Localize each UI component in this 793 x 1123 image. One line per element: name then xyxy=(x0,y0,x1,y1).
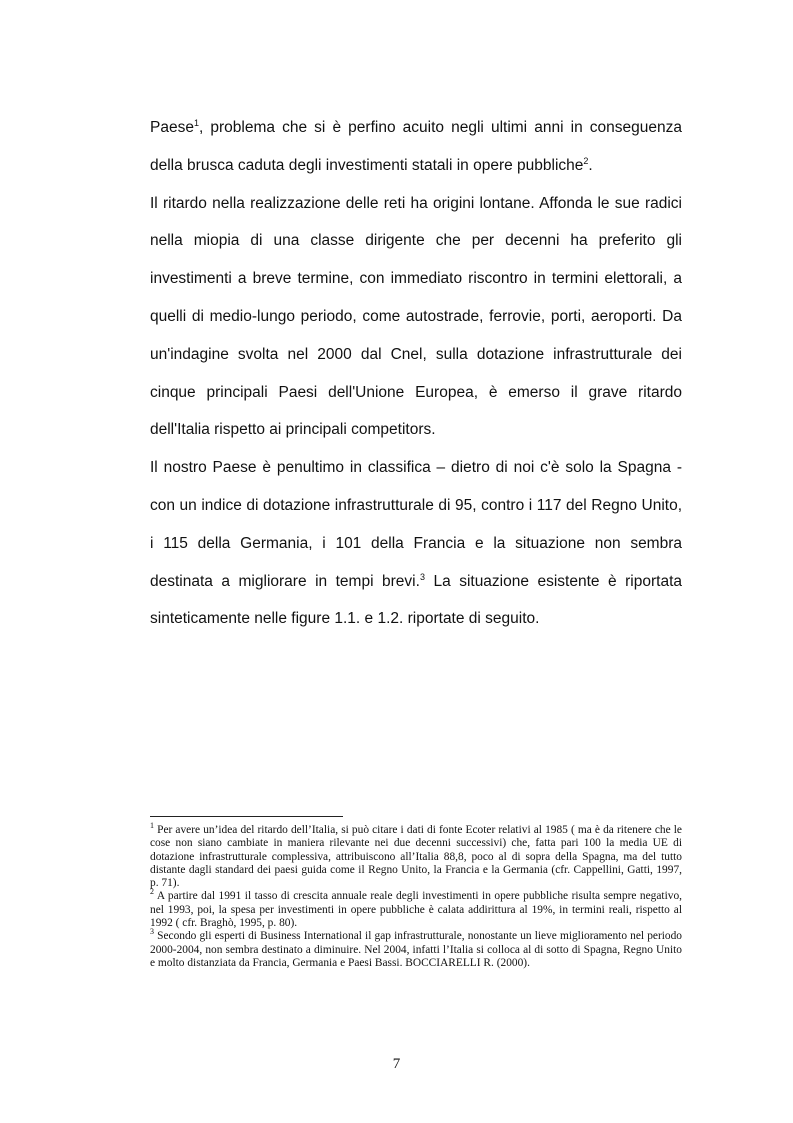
footnote-2 xyxy=(150,887,682,930)
footnote-2-text: A partire dal 1991 il tasso di crescita annuale reale degli investimenti in opere pubbliche risulta sempre negativo, nel 1993, poi, la spesa per investimenti in opere pubbliche è calata addirittura al 19%, in termini reali, rispetto al 1992 ( cfr. Braghò, 1995, p. 80). xyxy=(150,890,682,930)
paragraph-3-end: La situazione esistente è riportata sinteticamente nelle figure 1.1. e 1.2. riportate di seguito. xyxy=(150,572,682,628)
footnote-ref-1: 1 xyxy=(193,117,199,128)
paragraph-1-end: . xyxy=(588,156,593,174)
paragraph-1-start: Paese xyxy=(150,119,194,136)
paragraph-1-middle: , problema che si è perfino acuito negli ultimi anni in conseguenza della brusca caduta degli investimenti statali in opere pubbliche xyxy=(150,119,682,174)
footnote-2-number: 2 xyxy=(150,887,154,897)
footnote-3-number: 3 xyxy=(150,927,154,937)
footnote-1-text: Per avere un’idea del ritardo dell’Italia, si può citare i dati di fonte Ecoter relativi al 1985 ( ma è da ritenere che le cose non siano cambiate in maniera rilevante nei due decenni successivi) che, fatta pari 100 la media UE di dotazione infrastrutturale complessiva, attribuiscono all’Italia 88,8, poco al di sopra della Spagna, ma del tutto distante dagli standard dei paesi guida come il Regno Unito, la Francia e la Germania (cfr. Cappellini, Gatti, 1997, p. 71). xyxy=(150,824,682,890)
footnotes xyxy=(150,821,682,970)
footnote-separator xyxy=(150,816,343,817)
page-number: 7 xyxy=(392,1056,401,1072)
footnote-1-number: 1 xyxy=(150,821,154,831)
main-text xyxy=(150,109,682,638)
paragraph-3 xyxy=(150,449,682,638)
footnote-1 xyxy=(150,821,682,890)
paragraph-2: Il ritardo nella realizzazione delle reti ha origini lontane. Affonda le sue radici nella miopia di una classe dirigente che per decenni ha preferito gli investimenti a breve termine, con immediato riscontro in termini elettorali, a quelli di medio-lungo periodo, come autostrade, ferrovie, porti, aeroporti. Da un'indagine svolta nel 2000 dal Cnel, sulla dotazione infrastrutturale dei cinque principali Paesi dell'Unione Europea, è emerso il grave ritardo dell'Italia rispetto ai principali competitors. xyxy=(150,194,682,439)
footnote-3 xyxy=(150,927,682,970)
paragraph-1 xyxy=(150,109,682,185)
footnote-ref-2: 2 xyxy=(583,155,589,166)
footnote-3-text: Secondo gli esperti di Business International il gap infrastrutturale, nonostante un lieve miglioramento nel periodo 2000-2004, non sembra destinato a diminuire. Nel 2004, infatti l’Italia si colloca al di sotto di Spagna, Regno Unito e molto distanziata da Francia, Germania e Paesi Bassi. BOCCIARELLI R. (2000). xyxy=(150,930,682,969)
paragraph-3-start: Il nostro Paese è penultimo in classifica – dietro di noi c'è solo la Spagna - con un indice di dotazione infrastrutturale di 95, contro i 117 del Regno Unito, i 115 della Germania, i 101 della Francia e la situazione non sembra destinata a migliorare in tempi brevi. xyxy=(150,459,682,590)
footnote-ref-3: 3 xyxy=(419,571,425,582)
